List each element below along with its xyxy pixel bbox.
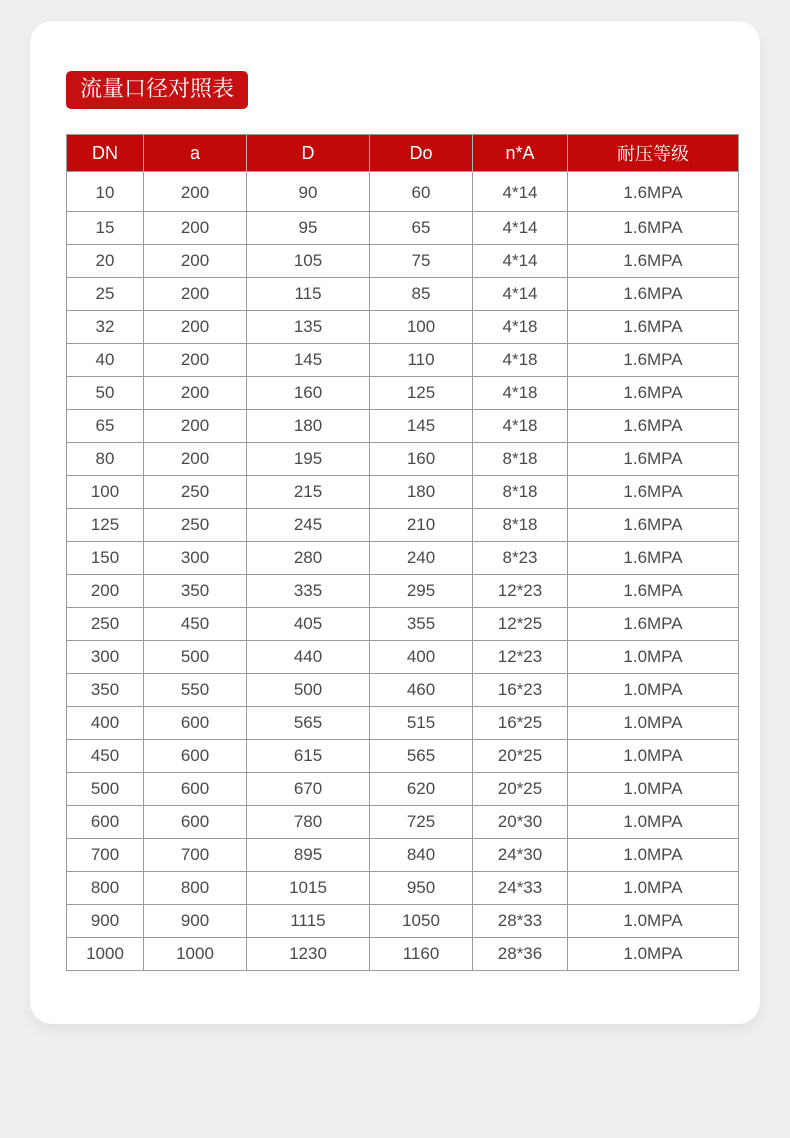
table-cell-d: 145 bbox=[247, 344, 370, 377]
table-cell-dn: 350 bbox=[67, 674, 144, 707]
table-row bbox=[67, 938, 739, 971]
table-cell-dn: 800 bbox=[67, 872, 144, 905]
table-row bbox=[67, 542, 739, 575]
table-cell-do: 65 bbox=[370, 212, 473, 245]
table-cell-pressure-rating: 1.0MPA bbox=[568, 740, 739, 773]
table-cell-n-a: 8*18 bbox=[473, 476, 568, 509]
table-cell-d: 440 bbox=[247, 641, 370, 674]
table-row bbox=[67, 278, 739, 311]
table-cell-d: 135 bbox=[247, 311, 370, 344]
table-cell-n-a: 20*25 bbox=[473, 740, 568, 773]
table-cell-do: 110 bbox=[370, 344, 473, 377]
table-cell-pressure-rating: 1.6MPA bbox=[568, 311, 739, 344]
table-cell-pressure-rating: 1.6MPA bbox=[568, 344, 739, 377]
table-row bbox=[67, 674, 739, 707]
table-cell-do: 565 bbox=[370, 740, 473, 773]
table-cell-n-a: 4*14 bbox=[473, 172, 568, 212]
table-cell-a: 200 bbox=[144, 344, 247, 377]
table-cell-a: 200 bbox=[144, 172, 247, 212]
table-cell-a: 900 bbox=[144, 905, 247, 938]
table-cell-dn: 700 bbox=[67, 839, 144, 872]
table-cell-do: 355 bbox=[370, 608, 473, 641]
column-header-d: D bbox=[247, 135, 370, 172]
table-cell-a: 200 bbox=[144, 278, 247, 311]
table-row bbox=[67, 872, 739, 905]
table-cell-dn: 250 bbox=[67, 608, 144, 641]
table-cell-do: 100 bbox=[370, 311, 473, 344]
table-cell-pressure-rating: 1.0MPA bbox=[568, 872, 739, 905]
table-cell-a: 450 bbox=[144, 608, 247, 641]
table-cell-n-a: 16*23 bbox=[473, 674, 568, 707]
table-cell-dn: 10 bbox=[67, 172, 144, 212]
table-cell-do: 210 bbox=[370, 509, 473, 542]
table-cell-do: 840 bbox=[370, 839, 473, 872]
table-row bbox=[67, 773, 739, 806]
table-cell-a: 200 bbox=[144, 443, 247, 476]
table-cell-d: 115 bbox=[247, 278, 370, 311]
table-cell-d: 1115 bbox=[247, 905, 370, 938]
table-cell-n-a: 12*25 bbox=[473, 608, 568, 641]
table-cell-do: 125 bbox=[370, 377, 473, 410]
table-cell-n-a: 24*30 bbox=[473, 839, 568, 872]
table-cell-d: 105 bbox=[247, 245, 370, 278]
table-cell-a: 1000 bbox=[144, 938, 247, 971]
table-cell-dn: 600 bbox=[67, 806, 144, 839]
table-cell-pressure-rating: 1.0MPA bbox=[568, 938, 739, 971]
table-cell-do: 85 bbox=[370, 278, 473, 311]
table-cell-n-a: 4*18 bbox=[473, 311, 568, 344]
column-header-n-a: n*A bbox=[473, 135, 568, 172]
table-row bbox=[67, 172, 739, 212]
table-cell-do: 1050 bbox=[370, 905, 473, 938]
table-cell-do: 460 bbox=[370, 674, 473, 707]
table-cell-n-a: 8*18 bbox=[473, 509, 568, 542]
table-cell-dn: 1000 bbox=[67, 938, 144, 971]
table-cell-n-a: 4*18 bbox=[473, 377, 568, 410]
table-cell-d: 565 bbox=[247, 707, 370, 740]
table-cell-do: 400 bbox=[370, 641, 473, 674]
table-cell-d: 405 bbox=[247, 608, 370, 641]
table-cell-a: 200 bbox=[144, 311, 247, 344]
table-cell-d: 215 bbox=[247, 476, 370, 509]
table-cell-pressure-rating: 1.0MPA bbox=[568, 905, 739, 938]
table-cell-a: 200 bbox=[144, 410, 247, 443]
table-cell-pressure-rating: 1.6MPA bbox=[568, 172, 739, 212]
table-cell-dn: 450 bbox=[67, 740, 144, 773]
table-cell-d: 160 bbox=[247, 377, 370, 410]
table-cell-do: 160 bbox=[370, 443, 473, 476]
table-cell-n-a: 16*25 bbox=[473, 707, 568, 740]
table-cell-d: 245 bbox=[247, 509, 370, 542]
table-cell-a: 800 bbox=[144, 872, 247, 905]
table-cell-do: 180 bbox=[370, 476, 473, 509]
table-row bbox=[67, 212, 739, 245]
table-cell-dn: 200 bbox=[67, 575, 144, 608]
flow-caliber-table bbox=[66, 134, 739, 971]
table-cell-do: 240 bbox=[370, 542, 473, 575]
table-cell-n-a: 4*18 bbox=[473, 410, 568, 443]
table-cell-dn: 100 bbox=[67, 476, 144, 509]
table-cell-pressure-rating: 1.0MPA bbox=[568, 773, 739, 806]
table-cell-a: 200 bbox=[144, 377, 247, 410]
table-cell-pressure-rating: 1.6MPA bbox=[568, 608, 739, 641]
table-row bbox=[67, 608, 739, 641]
table-cell-dn: 25 bbox=[67, 278, 144, 311]
table-cell-a: 600 bbox=[144, 707, 247, 740]
table-row bbox=[67, 311, 739, 344]
table-cell-n-a: 28*33 bbox=[473, 905, 568, 938]
table-cell-pressure-rating: 1.6MPA bbox=[568, 509, 739, 542]
table-cell-do: 60 bbox=[370, 172, 473, 212]
table-cell-d: 195 bbox=[247, 443, 370, 476]
table-cell-n-a: 4*14 bbox=[473, 278, 568, 311]
table-cell-n-a: 4*14 bbox=[473, 212, 568, 245]
table-cell-dn: 125 bbox=[67, 509, 144, 542]
table-cell-a: 200 bbox=[144, 245, 247, 278]
table-cell-d: 1230 bbox=[247, 938, 370, 971]
table-row bbox=[67, 344, 739, 377]
table-cell-d: 780 bbox=[247, 806, 370, 839]
table-row bbox=[67, 707, 739, 740]
table-cell-a: 500 bbox=[144, 641, 247, 674]
table-cell-dn: 150 bbox=[67, 542, 144, 575]
table-cell-dn: 65 bbox=[67, 410, 144, 443]
table-cell-do: 75 bbox=[370, 245, 473, 278]
table-cell-dn: 400 bbox=[67, 707, 144, 740]
table-cell-d: 615 bbox=[247, 740, 370, 773]
table-cell-a: 550 bbox=[144, 674, 247, 707]
table-cell-pressure-rating: 1.6MPA bbox=[568, 542, 739, 575]
table-cell-n-a: 12*23 bbox=[473, 641, 568, 674]
column-header-a: a bbox=[144, 135, 247, 172]
table-cell-pressure-rating: 1.6MPA bbox=[568, 278, 739, 311]
table-cell-pressure-rating: 1.0MPA bbox=[568, 641, 739, 674]
table-cell-do: 145 bbox=[370, 410, 473, 443]
table-cell-n-a: 8*23 bbox=[473, 542, 568, 575]
column-header-dn: DN bbox=[67, 135, 144, 172]
table-cell-n-a: 8*18 bbox=[473, 443, 568, 476]
table-cell-pressure-rating: 1.6MPA bbox=[568, 245, 739, 278]
table-cell-n-a: 4*14 bbox=[473, 245, 568, 278]
page-title: 流量口径对照表 bbox=[66, 71, 248, 109]
table-cell-pressure-rating: 1.6MPA bbox=[568, 575, 739, 608]
table-cell-pressure-rating: 1.0MPA bbox=[568, 806, 739, 839]
table-cell-dn: 80 bbox=[67, 443, 144, 476]
table-cell-dn: 900 bbox=[67, 905, 144, 938]
table-cell-pressure-rating: 1.6MPA bbox=[568, 443, 739, 476]
table-cell-n-a: 20*30 bbox=[473, 806, 568, 839]
table-cell-a: 600 bbox=[144, 740, 247, 773]
table-cell-d: 95 bbox=[247, 212, 370, 245]
table-cell-a: 200 bbox=[144, 212, 247, 245]
table-cell-do: 950 bbox=[370, 872, 473, 905]
table-cell-a: 600 bbox=[144, 806, 247, 839]
table-row bbox=[67, 905, 739, 938]
table-cell-a: 250 bbox=[144, 476, 247, 509]
table-cell-do: 295 bbox=[370, 575, 473, 608]
table-row bbox=[67, 641, 739, 674]
table-row bbox=[67, 377, 739, 410]
table-cell-pressure-rating: 1.0MPA bbox=[568, 839, 739, 872]
table-row bbox=[67, 476, 739, 509]
table-cell-d: 500 bbox=[247, 674, 370, 707]
table-cell-dn: 500 bbox=[67, 773, 144, 806]
table-cell-a: 250 bbox=[144, 509, 247, 542]
table-cell-do: 515 bbox=[370, 707, 473, 740]
table-cell-d: 895 bbox=[247, 839, 370, 872]
table-cell-pressure-rating: 1.0MPA bbox=[568, 707, 739, 740]
table-cell-pressure-rating: 1.6MPA bbox=[568, 410, 739, 443]
table-row bbox=[67, 410, 739, 443]
table-cell-n-a: 20*25 bbox=[473, 773, 568, 806]
table-cell-d: 670 bbox=[247, 773, 370, 806]
table-cell-dn: 32 bbox=[67, 311, 144, 344]
table-row bbox=[67, 509, 739, 542]
table-cell-dn: 20 bbox=[67, 245, 144, 278]
table-cell-d: 90 bbox=[247, 172, 370, 212]
table-cell-pressure-rating: 1.6MPA bbox=[568, 377, 739, 410]
table-cell-pressure-rating: 1.0MPA bbox=[568, 674, 739, 707]
table-row bbox=[67, 443, 739, 476]
table-cell-a: 600 bbox=[144, 773, 247, 806]
table-cell-dn: 50 bbox=[67, 377, 144, 410]
table-cell-a: 700 bbox=[144, 839, 247, 872]
table-cell-n-a: 24*33 bbox=[473, 872, 568, 905]
table-cell-a: 300 bbox=[144, 542, 247, 575]
table-cell-d: 335 bbox=[247, 575, 370, 608]
table-cell-a: 350 bbox=[144, 575, 247, 608]
table-row bbox=[67, 575, 739, 608]
table-cell-d: 280 bbox=[247, 542, 370, 575]
table-cell-do: 620 bbox=[370, 773, 473, 806]
table-cell-dn: 15 bbox=[67, 212, 144, 245]
table-cell-pressure-rating: 1.6MPA bbox=[568, 476, 739, 509]
table-cell-n-a: 28*36 bbox=[473, 938, 568, 971]
table-cell-dn: 40 bbox=[67, 344, 144, 377]
table-header-row bbox=[67, 135, 739, 172]
table-row bbox=[67, 839, 739, 872]
table-row bbox=[67, 740, 739, 773]
column-header-do: Do bbox=[370, 135, 473, 172]
table-cell-d: 1015 bbox=[247, 872, 370, 905]
table-cell-d: 180 bbox=[247, 410, 370, 443]
table-cell-n-a: 4*18 bbox=[473, 344, 568, 377]
table-cell-n-a: 12*23 bbox=[473, 575, 568, 608]
table-cell-dn: 300 bbox=[67, 641, 144, 674]
column-header-pressure-rating: 耐压等级 bbox=[568, 135, 739, 172]
table-cell-pressure-rating: 1.6MPA bbox=[568, 212, 739, 245]
table-row bbox=[67, 806, 739, 839]
table-cell-do: 1160 bbox=[370, 938, 473, 971]
table-cell-do: 725 bbox=[370, 806, 473, 839]
table-row bbox=[67, 245, 739, 278]
